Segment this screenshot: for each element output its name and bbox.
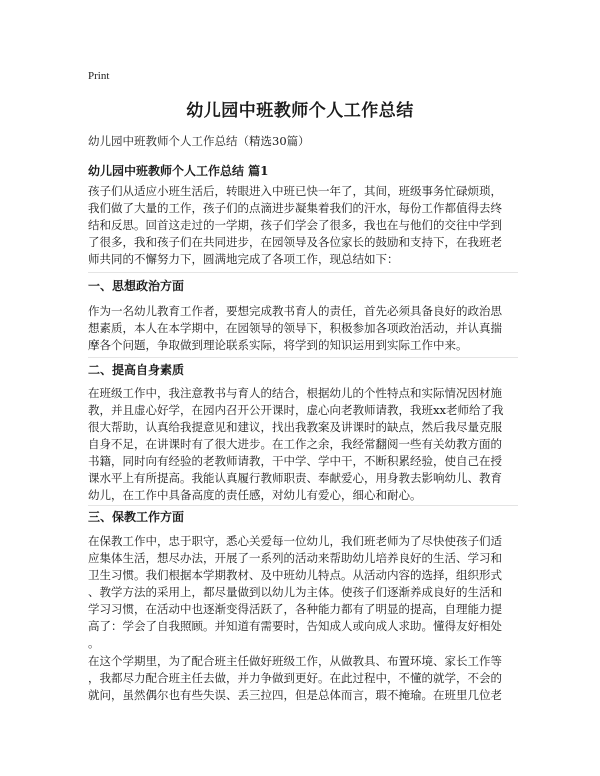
paragraph-line: 高了：学会了自我照顾。并知道有需要时，告知成人或向成人求助。懂得友好相处 xyxy=(88,619,502,633)
self-improvement-paragraph xyxy=(88,385,518,504)
political-paragraph xyxy=(88,303,518,354)
heading-political: 一、思想政治方面 xyxy=(88,279,185,293)
paragraph-line: 卫生习惯。我们根据本学期教材、及中班幼儿特点。从活动内容的选择，组织形式 xyxy=(88,568,502,582)
paragraph-line: 作为一名幼儿教育工作者，要想完成教书育人的责任，首先必须具备良好的政治思 xyxy=(88,304,502,318)
paragraph-line: 了很多，我和孩子们在共同进步，在园领导及各位家长的鼓励和支持下，在我班老 xyxy=(88,235,502,249)
paragraph-line: 师共同的不懈努力下，圆满地完成了各项工作，现总结如下： xyxy=(88,252,399,266)
paragraph-line: 孩子们从适应小班生活后，转眼进入中班已快一年了，其间，班级事务忙碌烦琐， xyxy=(88,184,502,198)
paragraph-line: 我们做了大量的工作，孩子们的点滴进步凝集着我们的汗水，每份工作都值得去终 xyxy=(88,201,502,215)
intro-paragraph xyxy=(88,183,518,268)
paragraph-line: 自身不足，在讲课时有了很大进步。在工作之余，我经常翻阅一些有关幼教方面的 xyxy=(88,437,502,451)
paragraph-line: 很大帮助，认真给我提意见和建议，找出我教案及讲课时的缺点，然后我尽量克服 xyxy=(88,420,502,434)
paragraph-line: 书籍，同时向有经验的老教师请教，干中学、学中干，不断积累经验，使自己在授 xyxy=(88,454,502,468)
paragraph-line: 课水平上有所提高。我能认真履行教师职责、奉献爱心，用身教去影响幼儿、教育 xyxy=(88,471,502,485)
print-link[interactable]: Print xyxy=(88,70,110,82)
paragraph-line: ，我都尽力配合班主任去做，并力争做到更好。在此过程中，不懂的就学，不会的 xyxy=(88,671,502,685)
paragraph-line: 就问，虽然偶尔也有些失误、丢三拉四，但是总体而言，瑕不掩瑜。在班里几位老 xyxy=(88,688,502,702)
paragraph-line: 摩各个问题，争取做到理论联系实际，将学到的知识运用到实际工作中来。 xyxy=(88,338,468,352)
paragraph-line: 学习习惯，在活动中也逐渐变得活跃了，各种能力都有了明显的提高，自理能力提 xyxy=(88,602,502,616)
heading-care-education: 三、保教工作方面 xyxy=(88,510,185,524)
document-subtitle: 幼儿园中班教师个人工作总结（精选30篇） xyxy=(88,134,310,148)
paragraph-line: 幼儿，在工作中具备高度的责任感，对幼儿有爱心，细心和耐心。 xyxy=(88,488,422,502)
paragraph-line: 想素质，本人在本学期中，在园领导的领导下，积极参加各项政治活动，并认真揣 xyxy=(88,321,502,335)
divider xyxy=(88,272,518,273)
divider xyxy=(88,357,518,358)
paragraph-line: 在班级工作中，我注意教书与育人的结合，根据幼儿的个性特点和实际情况因材施 xyxy=(88,386,502,400)
heading-self-improvement: 二、提高自身素质 xyxy=(88,363,185,377)
divider xyxy=(88,505,518,506)
paragraph-line: 、教学方法的采用上，都尽量做到以幼儿为主体。使孩子们逐渐养成良好的生活和 xyxy=(88,585,502,599)
page-title: 幼儿园中班教师个人工作总结 xyxy=(186,101,414,121)
paragraph-line: 在这个学期里，为了配合班主任做好班级工作，从做教具、布置环境、家长工作等 xyxy=(88,654,502,668)
paragraph-line: 应集体生活，想尽办法，开展了一系列的活动来帮助幼儿培养良好的生活、学习和 xyxy=(88,551,502,565)
care-education-paragraph xyxy=(88,533,518,652)
section-title: 幼儿园中班教师个人工作总结 篇1 xyxy=(88,164,269,178)
class-work-paragraph xyxy=(88,653,518,704)
paragraph-line: 在保教工作中，忠于职守，悉心关爱每一位幼儿，我们班老师为了尽快使孩子们适 xyxy=(88,534,502,548)
paragraph-line: 结和反思。回首这走过的一学期，孩子们学会了很多，我也在与他们的交往中学到 xyxy=(88,218,502,232)
paragraph-line: 教，并且虚心好学，在园内召开公开课时，虚心向老教师请教，我班xx老师给了我 xyxy=(88,403,504,417)
paragraph-line: 。 xyxy=(88,636,100,650)
